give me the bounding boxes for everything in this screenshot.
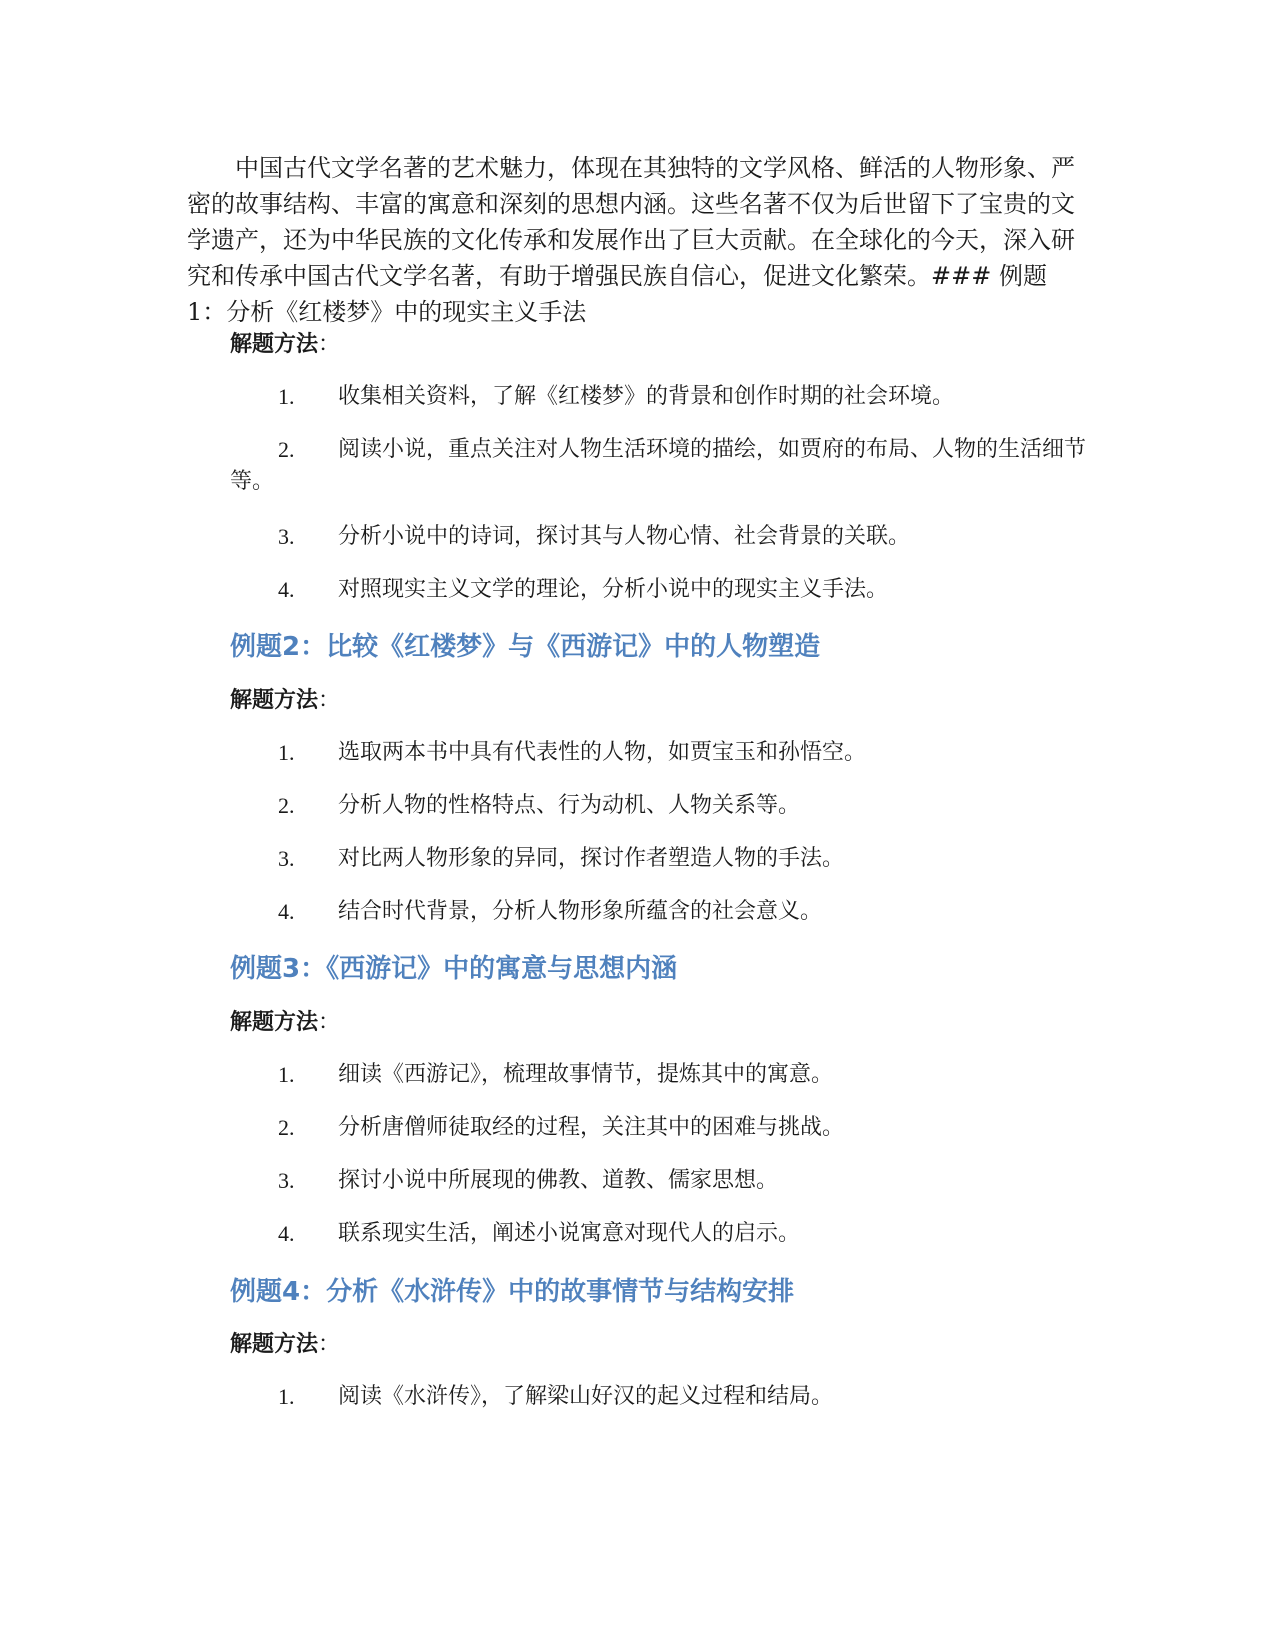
list-item: 2. 阅读小说，重点关注对人物生活环境的描绘，如贾府的布局、人物的生活细节等。: [230, 437, 1087, 494]
list-item: 2. 分析唐僧师徒取经的过程，关注其中的困难与挑战。: [278, 1115, 845, 1140]
method-label: 解题方法：: [230, 332, 341, 357]
section-heading: 例题3：《西游记》中的寓意与思想内涵: [230, 954, 678, 984]
list-item: 3. 探讨小说中所展现的佛教、道教、儒家思想。: [278, 1168, 779, 1193]
intro-paragraph: [187, 150, 1082, 330]
method-label: 解题方法：: [230, 1010, 341, 1035]
section-heading: 例题4：分析《水浒传》中的故事情节与结构安排: [230, 1277, 795, 1307]
method-label: 解题方法：: [230, 688, 341, 713]
list-item: 4. 结合时代背景，分析人物形象所蕴含的社会意义。: [278, 899, 823, 924]
list-item: 3. 分析小说中的诗词，探讨其与人物心情、社会背景的关联。: [278, 524, 911, 549]
list-item: 3. 对比两人物形象的异同，探讨作者塑造人物的手法。: [278, 846, 845, 871]
section-heading: 例题2：比较《红楼梦》与《西游记》中的人物塑造: [230, 632, 821, 662]
method-label: 解题方法：: [230, 1332, 341, 1357]
list-item: 1. 收集相关资料，了解《红楼梦》的背景和创作时期的社会环境。: [278, 384, 955, 409]
list-item: 4. 对照现实主义文学的理论，分析小说中的现实主义手法。: [278, 577, 889, 602]
list-item: 1. 阅读《水浒传》，了解梁山好汉的起义过程和结局。: [278, 1384, 834, 1409]
list-item: 2. 分析人物的性格特点、行为动机、人物关系等。: [278, 793, 801, 818]
list-item: 4. 联系现实生活，阐述小说寓意对现代人的启示。: [278, 1221, 801, 1246]
intro-text: 中国古代文学名著的艺术魅力，体现在其独特的文学风格、鲜活的人物形象、严密的故事结构、丰富的寓意和深刻的思想内涵。这些名著不仅为后世留下了宝贵的文学遗产，还为中华民族的文化传承和发展作出了巨大贡献。在全球化的今天，深入研究和传承中国古代文学名著，有助于增强民族自信心，促进文化繁荣。### 例题1：分析《红楼梦》中的现实主义手法: [187, 154, 1075, 326]
list-item: 1. 选取两本书中具有代表性的人物，如贾宝玉和孙悟空。: [278, 740, 867, 765]
list-item: 1. 细读《西游记》，梳理故事情节，提炼其中的寓意。: [278, 1062, 834, 1087]
